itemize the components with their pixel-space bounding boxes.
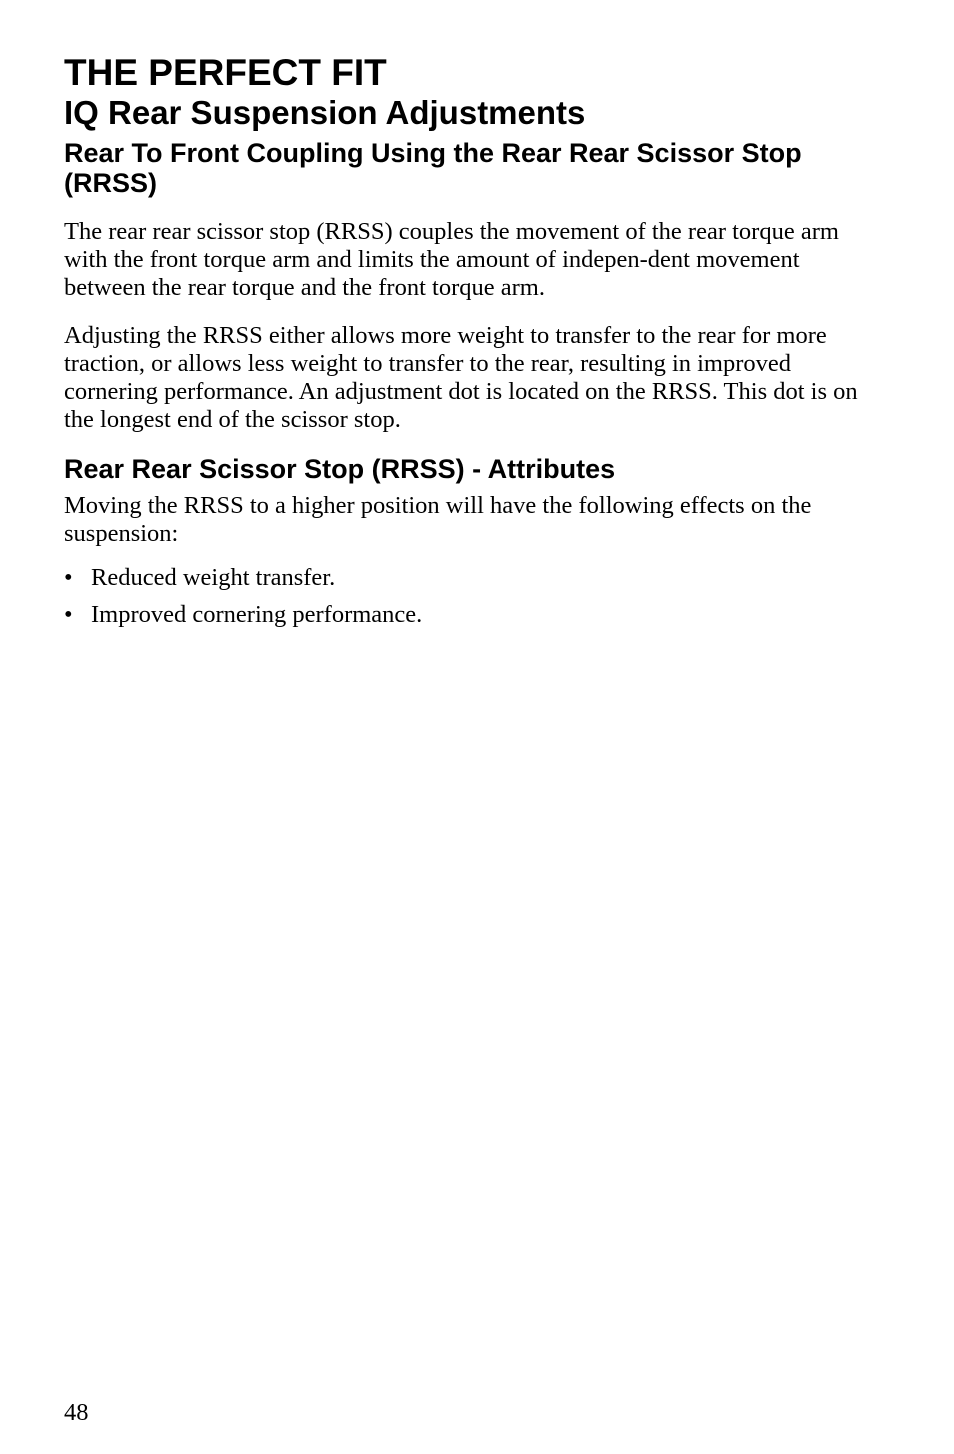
coupling-heading: Rear To Front Coupling Using the Rear Rear Scissor Stop (RRSS) bbox=[64, 138, 802, 198]
list-item bbox=[64, 564, 874, 592]
list-item-text: Reduced weight transfer. bbox=[91, 564, 336, 591]
page-content bbox=[64, 52, 874, 638]
list-item bbox=[64, 601, 874, 629]
attributes-list bbox=[64, 564, 874, 629]
attributes-intro: Moving the RRSS to a higher position will have the following effects on the suspension: bbox=[64, 492, 812, 547]
paragraph-rrss-adjustment: Adjusting the RRSS either allows more weight to transfer to the rear for more traction, or allows less weight to transfer to the rear, resulting in improved cornering performance. An adjustment dot is located on the RRSS. This dot is on the longest end of the scissor stop. bbox=[64, 322, 858, 433]
subsection-title: IQ Rear Suspension Adjustments bbox=[64, 94, 586, 131]
bullet-icon: • bbox=[64, 564, 73, 591]
bullet-icon: • bbox=[64, 601, 73, 628]
page-number: 48 bbox=[64, 1399, 89, 1426]
section-title: THE PERFECT FIT bbox=[64, 52, 387, 93]
paragraph-rrss-description: The rear rear scissor stop (RRSS) couples the movement of the rear torque arm with the front torque arm and limits the amount of indepen-dent movement between the rear torque and the front torque arm. bbox=[64, 218, 839, 301]
attributes-heading: Rear Rear Scissor Stop (RRSS) - Attributes bbox=[64, 454, 616, 484]
list-item-text: Improved cornering performance. bbox=[91, 601, 423, 628]
